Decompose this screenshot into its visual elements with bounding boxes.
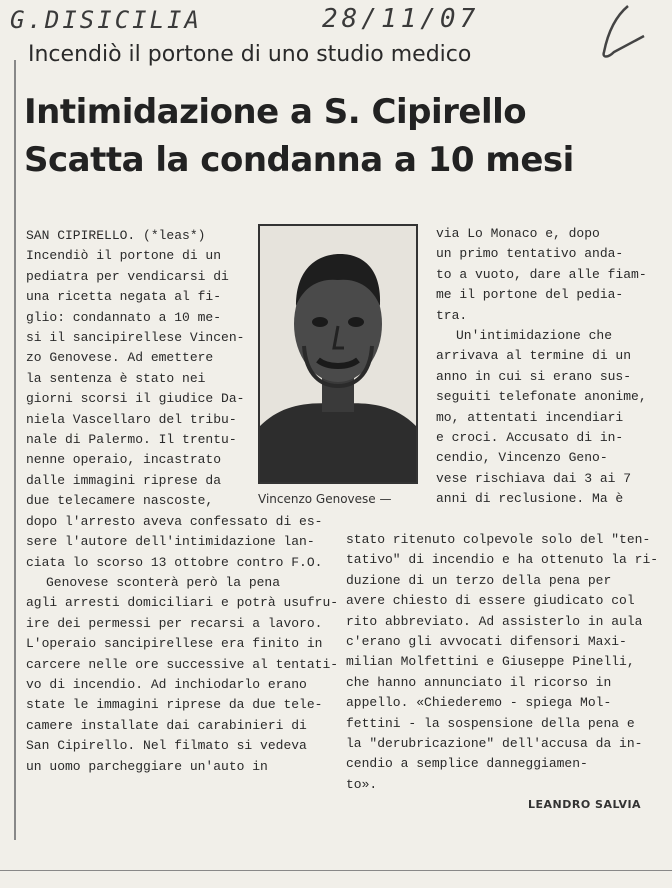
text-line: ciata lo scorso 13 ottobre contro F.O. xyxy=(26,554,323,570)
text-line: to». xyxy=(346,776,378,792)
text-line: stato ritenuto colpevole solo del "ten- xyxy=(346,532,651,547)
column-right xyxy=(436,224,647,510)
text-line: nale di Palermo. Il trentu- xyxy=(26,432,237,448)
text-line: fettini - la sospensione della pena e xyxy=(346,715,635,731)
text-line: vo di incendio. Ad inchiodarlo erano xyxy=(26,676,307,692)
text-line: via Lo Monaco e, dopo xyxy=(436,226,600,241)
text-line: San Cipirello. Nel filmato si vedeva xyxy=(26,738,307,754)
text-line: la "derubricazione" dell'accusa da in- xyxy=(346,736,643,752)
text-line: e croci. Accusato di in- xyxy=(436,430,624,446)
text-line: la sentenza è stato nei xyxy=(26,370,206,386)
text-line: pediatra per vendicarsi di xyxy=(26,268,229,284)
portrait-photo xyxy=(258,224,418,484)
text-line: anni di reclusione. Ma è xyxy=(436,491,624,507)
text-line: cendio a semplice danneggiamen- xyxy=(346,756,588,772)
handwritten-source: G.DISICILIA xyxy=(10,6,202,34)
text-line: vese rischiava dai 3 ai 7 xyxy=(436,470,632,486)
text-line: un uomo parcheggiare un'auto in xyxy=(26,758,268,774)
article-kicker: Incendiò il portone di uno studio medico xyxy=(28,42,472,67)
checkmark-icon xyxy=(578,2,648,64)
text-line: L'operaio sancipirellese era finito in xyxy=(26,636,323,652)
text-line: niela Vascellaro del tribu- xyxy=(26,411,237,427)
text-line: carcere nelle ore successive al tentati- xyxy=(26,656,339,672)
text-line: to a vuoto, dare alle fiam- xyxy=(436,266,647,282)
text-line: milian Molfettini e Giuseppe Pinelli, xyxy=(346,654,635,670)
text-line: agli arresti domiciliari e potrà usufru- xyxy=(26,595,339,611)
text-line: camere installate dai carabinieri di xyxy=(26,717,307,733)
text-line: si il sancipirellese Vincen- xyxy=(26,330,245,346)
text-line: zo Genovese. Ad emettere xyxy=(26,350,214,366)
text-line: state le immagini riprese da due tele- xyxy=(26,697,323,713)
text-line: sere l'autore dell'intimidazione lan- xyxy=(26,534,315,550)
clipping-edge xyxy=(14,60,16,840)
portrait-icon xyxy=(260,226,416,482)
text-line: Incendiò il portone di un xyxy=(26,248,222,264)
handwritten-date: 28/11/07 xyxy=(322,4,480,34)
text-line: appello. «Chiederemo - spiega Mol- xyxy=(346,695,612,711)
text-line: seguiti telefonate anonime, xyxy=(436,389,647,405)
headline-line-1: Intimidazione a S. Cipirello xyxy=(24,92,527,132)
text-line: mo, attentati incendiari xyxy=(436,409,624,425)
text-line: dopo l'arresto aveva confessato di es- xyxy=(26,513,323,529)
text-line: SAN CIPIRELLO. (*leas*) xyxy=(26,228,206,243)
text-line: dalle immagini riprese da xyxy=(26,472,222,488)
photo-caption: Vincenzo Genovese — xyxy=(258,492,392,506)
text-line: tativo" di incendio e ha ottenuto la ri- xyxy=(346,552,659,568)
text-line: ire dei permessi per recarsi a lavoro. xyxy=(26,615,323,631)
text-line: Un'intimidazione che xyxy=(456,328,613,344)
text-line: nenne operaio, incastrato xyxy=(26,452,222,468)
text-line: due telecamere nascoste, xyxy=(26,493,214,509)
text-line: c'erano gli avvocati difensori Maxi- xyxy=(346,634,627,650)
column-bottom xyxy=(346,530,658,795)
text-line: anno in cui si erano sus- xyxy=(436,368,632,384)
text-line: arrivava al termine di un xyxy=(436,348,632,364)
text-line: rito abbreviato. Ad assisterlo in aula xyxy=(346,613,643,629)
text-line: una ricetta negata al fi- xyxy=(26,289,222,305)
text-line: me il portone del pedia- xyxy=(436,287,624,303)
headline-line-2: Scatta la condanna a 10 mesi xyxy=(24,140,574,180)
text-line: Genovese sconterà però la pena xyxy=(46,574,281,590)
text-line: duzione di un terzo della pena per xyxy=(346,572,612,588)
text-line: glio: condannato a 10 me- xyxy=(26,309,222,325)
text-line: tra. xyxy=(436,307,468,323)
text-line: un primo tentativo anda- xyxy=(436,246,624,262)
clipping-bottom-edge xyxy=(0,870,672,871)
text-line: avere chiesto di essere giudicato col xyxy=(346,593,635,609)
text-line: cendio, Vincenzo Geno- xyxy=(436,450,608,466)
author-signature: LEANDRO SALVIA xyxy=(528,798,642,811)
text-line: giorni scorsi il giudice Da- xyxy=(26,391,245,407)
text-line: che hanno annunciato il ricorso in xyxy=(346,674,612,690)
